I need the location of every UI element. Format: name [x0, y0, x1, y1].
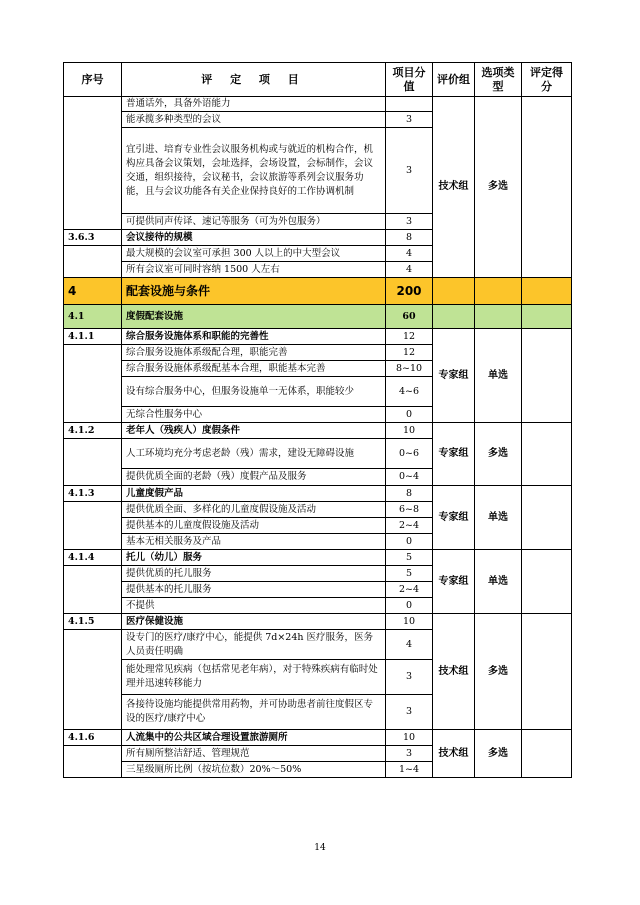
row-group: 专家组	[433, 486, 475, 550]
row-score: 0~4	[386, 469, 433, 486]
row-number: 4.1.1	[64, 329, 122, 345]
row-item: 儿童度假产品	[122, 486, 386, 502]
row-item: 无综合性服务中心	[122, 407, 386, 423]
row-score: 10	[386, 730, 433, 746]
row-item: 普通话外，具备外语能力	[122, 97, 386, 112]
row-item: 综合服务设施体系和职能的完善性	[122, 329, 386, 345]
row-item: 提供优质全面的老龄（残）度假产品及服务	[122, 469, 386, 486]
row-type: 单选	[475, 550, 522, 614]
header-score: 项目分值	[386, 63, 433, 97]
row-score: 0~6	[386, 439, 433, 469]
row-number: 4.1.3	[64, 486, 122, 502]
row-item: 三星级厕所比例（按坑位数）20%～50%	[122, 762, 386, 778]
row-item: 不提供	[122, 598, 386, 614]
row-item: 设有综合服务中心，但服务设施单一无体系，职能较少	[122, 377, 386, 407]
row-score: 5	[386, 566, 433, 582]
row-score: 0	[386, 407, 433, 423]
table-row	[64, 329, 572, 345]
row-item: 设专门的医疗/康疗中心，能提供 7d×24h 医疗服务，医务人员责任明确	[122, 630, 386, 660]
table-row	[64, 486, 572, 502]
row-score: 3	[386, 660, 433, 695]
row-result	[522, 614, 572, 730]
row-score: 0	[386, 534, 433, 550]
row-score: 10	[386, 614, 433, 630]
row-item: 最大规模的会议室可承担 300 人以上的中大型会议	[122, 246, 386, 262]
row-type: 多选	[475, 423, 522, 486]
page-number: 14	[314, 843, 326, 853]
table-row	[64, 730, 572, 746]
row-item: 提供优质全面、多样化的儿童度假设施及活动	[122, 502, 386, 518]
row-score: 6~8	[386, 502, 433, 518]
row-result	[522, 486, 572, 550]
row-item: 人工环境均充分考虑老龄（残）需求，建设无障碍设施	[122, 439, 386, 469]
row-score: 12	[386, 345, 433, 361]
row-number: 4.1.4	[64, 550, 122, 566]
row-number: 4.1.5	[64, 614, 122, 630]
table-row	[64, 97, 572, 112]
row-type: 多选	[475, 730, 522, 778]
section-score: 200	[386, 278, 433, 305]
header-group: 评价组	[433, 63, 475, 97]
row-item: 基本无相关服务及产品	[122, 534, 386, 550]
row-item: 各接待设施均能提供常用药物，并可协助患者前往度假区专设的医疗/康疗中心	[122, 695, 386, 730]
row-result	[522, 550, 572, 614]
row-type: 多选	[475, 614, 522, 730]
section-number: 4	[64, 278, 122, 305]
subsection-title: 度假配套设施	[122, 305, 386, 329]
row-score: 5	[386, 550, 433, 566]
row-score: 0	[386, 598, 433, 614]
row-item: 能处理常见疾病（包括常见老年病），对于特殊疾病有临时处理并迅速转移能力	[122, 660, 386, 695]
row-item: 提供优质的托儿服务	[122, 566, 386, 582]
header-result: 评定得分	[522, 63, 572, 97]
row-score: 3	[386, 112, 433, 128]
row-item: 人流集中的公共区域合理设置旅游厕所	[122, 730, 386, 746]
table-row	[64, 550, 572, 566]
row-result	[522, 97, 572, 278]
row-score: 12	[386, 329, 433, 345]
row-item: 医疗保健设施	[122, 614, 386, 630]
row-score	[386, 97, 433, 112]
table-row	[64, 423, 572, 439]
row-item: 会议接待的规模	[122, 230, 386, 246]
row-score: 8	[386, 230, 433, 246]
row-result	[522, 730, 572, 778]
row-score: 4	[386, 262, 433, 278]
header-type: 选项类型	[475, 63, 522, 97]
section-title: 配套设施与条件	[122, 278, 386, 305]
row-item: 综合服务设施体系级配合理，职能完善	[122, 345, 386, 361]
row-score: 4	[386, 630, 433, 660]
row-item: 提供基本的儿童度假设施及活动	[122, 518, 386, 534]
row-group: 技术组	[433, 730, 475, 778]
evaluation-table	[63, 62, 572, 778]
row-item: 综合服务设施体系级配基本合理，职能基本完善	[122, 361, 386, 377]
table-header-row	[64, 63, 572, 97]
row-score: 3	[386, 695, 433, 730]
row-group: 技术组	[433, 97, 475, 278]
row-score: 8	[386, 486, 433, 502]
row-group: 专家组	[433, 329, 475, 423]
row-group: 专家组	[433, 423, 475, 486]
row-result	[522, 423, 572, 486]
row-item: 宜引进、培育专业性会议服务机构或与就近的机构合作，机构应具备会议策划，会址选择，会场设置，会标制作，会议交通，组织接待，会议秘书，会议旅游等系列会议服务功能，且与会议功能各有关企业保持良好的工作协调机制	[122, 128, 386, 214]
row-item: 所有厕所整洁舒适、管理规范	[122, 746, 386, 762]
row-result	[522, 329, 572, 423]
row-number: 4.1.6	[64, 730, 122, 746]
row-score: 4	[386, 246, 433, 262]
row-group: 专家组	[433, 550, 475, 614]
subsection-score: 60	[386, 305, 433, 329]
row-type: 单选	[475, 486, 522, 550]
row-number	[64, 97, 122, 230]
row-score: 2~4	[386, 518, 433, 534]
row-score: 3	[386, 746, 433, 762]
header-no: 序号	[64, 63, 122, 97]
subsection-number: 4.1	[64, 305, 122, 329]
row-score: 4~6	[386, 377, 433, 407]
row-item: 能承揽多种类型的会议	[122, 112, 386, 128]
table-row	[64, 614, 572, 630]
row-score: 8~10	[386, 361, 433, 377]
row-number: 4.1.2	[64, 423, 122, 439]
row-item: 提供基本的托儿服务	[122, 582, 386, 598]
row-type: 单选	[475, 329, 522, 423]
header-item: 评 定 项 目	[122, 63, 386, 97]
section-row	[64, 278, 572, 305]
row-type: 多选	[475, 97, 522, 278]
row-score: 1~4	[386, 762, 433, 778]
row-score: 10	[386, 423, 433, 439]
row-number: 3.6.3	[64, 230, 122, 246]
subsection-row	[64, 305, 572, 329]
row-group: 技术组	[433, 614, 475, 730]
row-score: 3	[386, 214, 433, 230]
row-item: 所有会议室可同时容纳 1500 人左右	[122, 262, 386, 278]
row-score: 3	[386, 128, 433, 214]
row-item: 托儿（幼儿）服务	[122, 550, 386, 566]
row-item: 老年人（残疾人）度假条件	[122, 423, 386, 439]
row-item: 可提供同声传译、速记等服务（可为外包服务）	[122, 214, 386, 230]
row-score: 2~4	[386, 582, 433, 598]
